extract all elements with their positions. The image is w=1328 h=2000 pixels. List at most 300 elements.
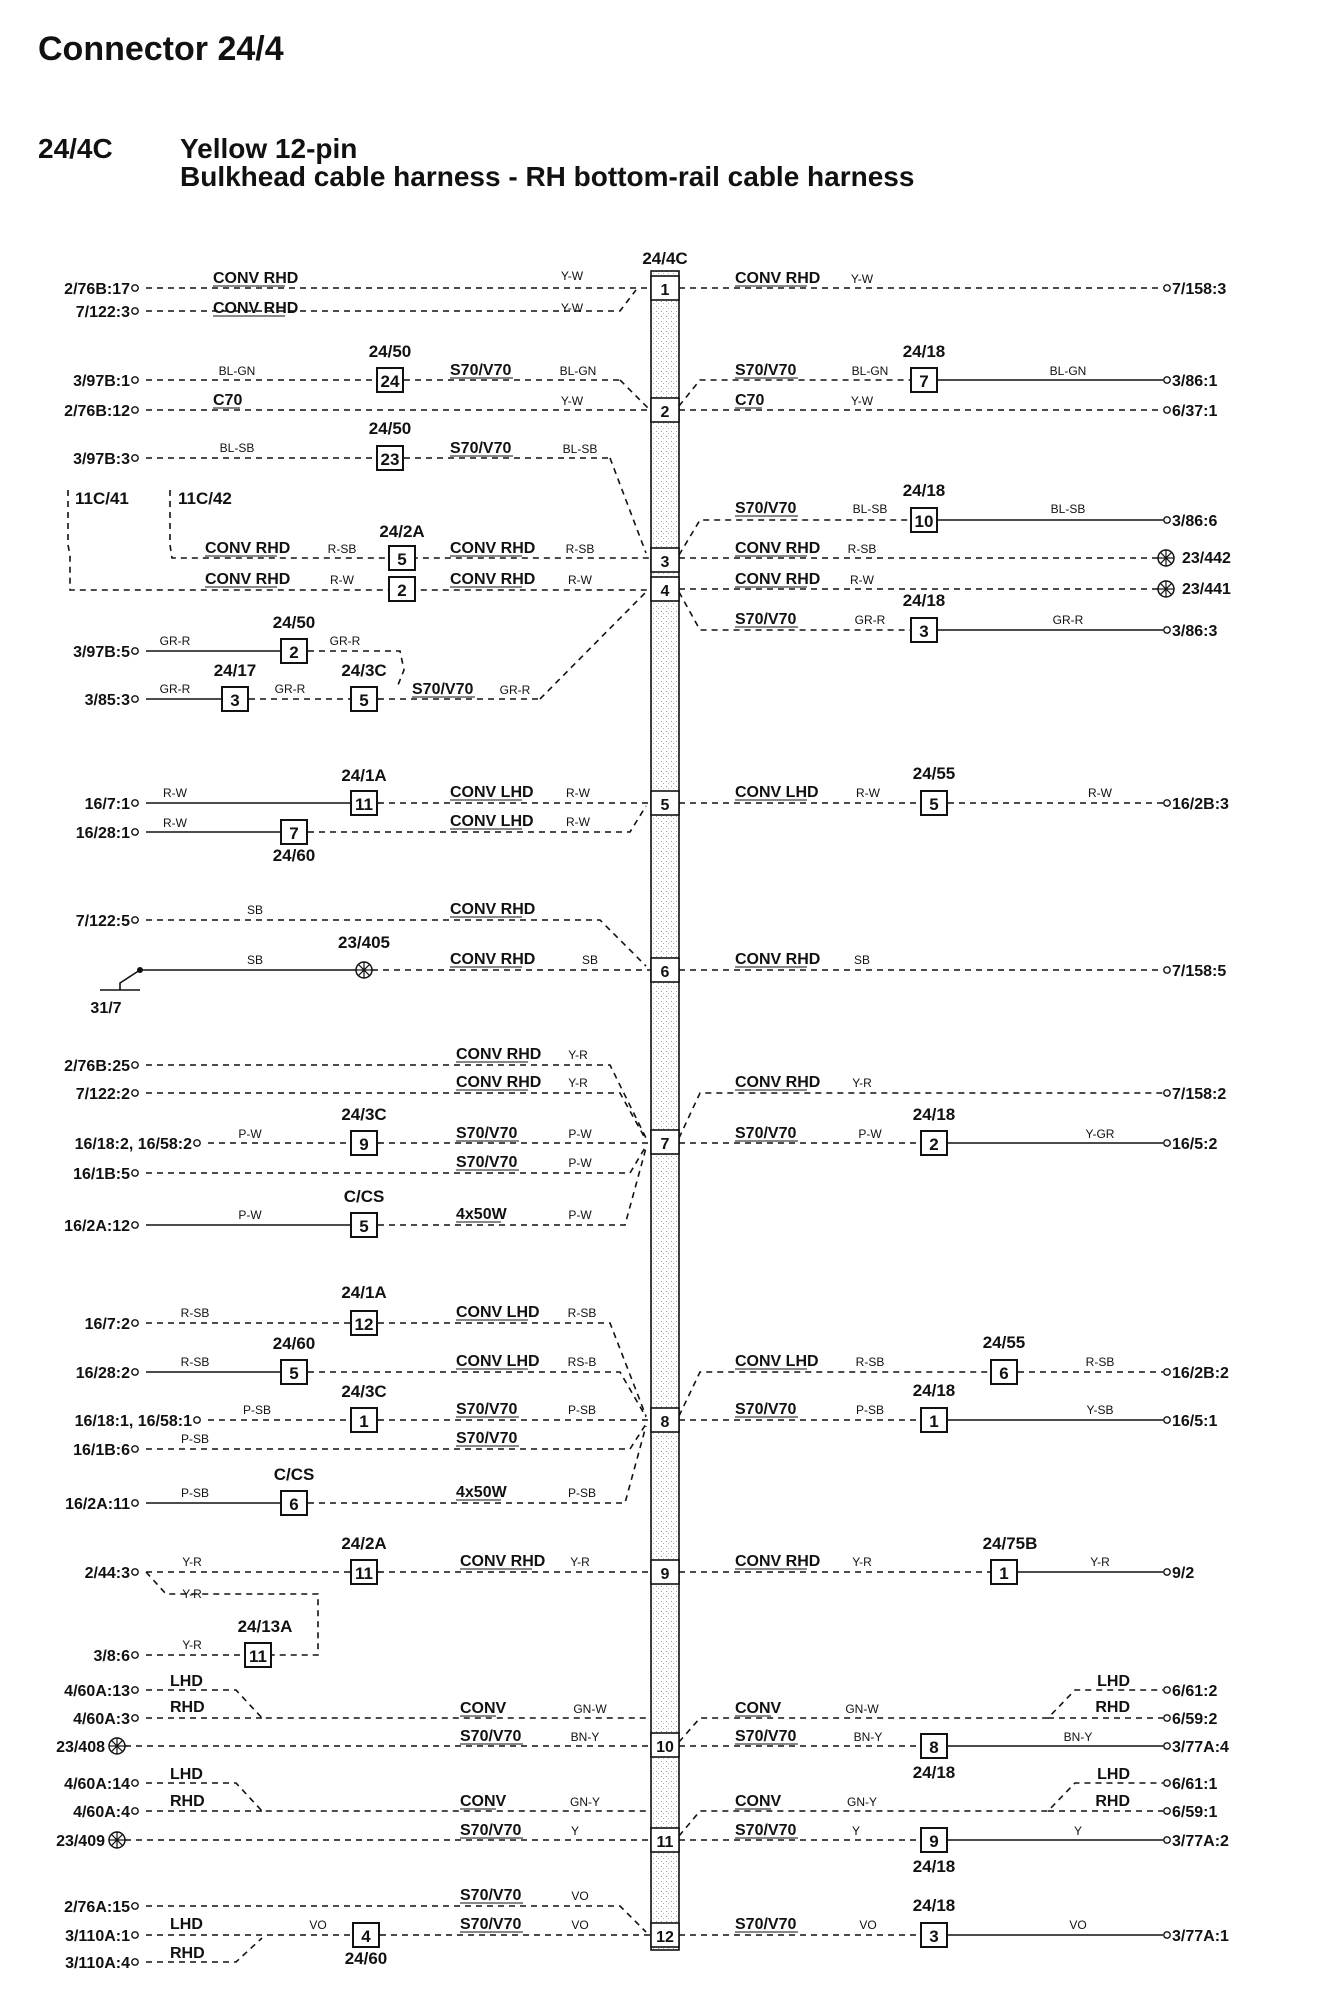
terminal-circle (132, 1687, 138, 1693)
terminal-label-left: 2/76B:25 (64, 1058, 130, 1075)
wire-color-label: Y-R (570, 1555, 590, 1569)
terminal-label-left: 16/1B:5 (73, 1166, 130, 1183)
terminal-label-right: 3/77A:2 (1172, 1833, 1229, 1850)
connector-pin-number: 1 (660, 282, 670, 299)
wire-color-label: R-SB (180, 1306, 210, 1320)
wire-color-label: P-SB (180, 1486, 210, 1500)
variant-label: S70/V70 (456, 1401, 518, 1418)
wire-color-label: Y-R (182, 1587, 202, 1601)
terminal-label-right: 6/37:1 (1172, 403, 1218, 420)
terminal-label-left: 4/60A:4 (73, 1804, 130, 1821)
variant-label: CONV RHD (450, 951, 536, 968)
connector-description: Yellow 12-pin (180, 133, 358, 164)
terminal-label-left: 7/122:3 (75, 304, 130, 321)
wire-color-label: GN-Y (847, 1795, 877, 1809)
connector-pin-number: 8 (660, 1414, 670, 1431)
wire (679, 380, 910, 406)
wire-color-label: Y-R (568, 1048, 588, 1062)
terminal-label-left: 3/97B:1 (73, 373, 130, 390)
variant-label: LHD (1097, 1766, 1130, 1783)
wire-color-label: Y-R (852, 1555, 872, 1569)
connector-code: 24/4C (38, 133, 113, 164)
connector-ref: 24/18 (902, 591, 946, 610)
terminal-label-right: 3/77A:1 (1172, 1928, 1229, 1945)
wire-color-label: BL-SB (852, 502, 888, 516)
terminal-circle (132, 1090, 138, 1096)
pin-box-number: 2 (397, 581, 407, 600)
terminal-circle (1164, 1932, 1170, 1938)
pin-box-number: 3 (230, 691, 240, 710)
variant-label: 4x50W (456, 1206, 507, 1223)
variant-label: CONV (735, 1700, 782, 1717)
variant-label: S70/V70 (456, 1430, 518, 1447)
variant-label: CONV RHD (450, 901, 536, 918)
pin-box-number: 11 (249, 1647, 267, 1666)
wire-color-label: BL-GN (559, 364, 597, 378)
variant-label: S70/V70 (456, 1125, 518, 1142)
wire-color-label: P-W (238, 1127, 262, 1141)
variant-label: LHD (170, 1916, 203, 1933)
connector-ref: 24/60 (272, 1334, 316, 1353)
wire-color-label: R-W (850, 573, 874, 587)
wire-color-label: R-SB (1085, 1355, 1115, 1369)
ground-dot (137, 967, 143, 973)
connector-ref: 23/405 (338, 933, 390, 952)
connector-ref: 24/17 (213, 661, 257, 680)
pin-box-number: 9 (359, 1135, 369, 1154)
terminal-circle (132, 648, 138, 654)
terminal-label-left: 23/408 (56, 1739, 105, 1756)
wire-color-label: Y (1073, 1824, 1083, 1838)
pin-box-number: 3 (919, 622, 929, 641)
connector-ref: 24/13A (237, 1617, 293, 1636)
connector-ref: 24/18 (902, 342, 946, 361)
terminal-circle (132, 1369, 138, 1375)
wire (146, 1572, 318, 1655)
wire (540, 592, 646, 699)
terminal-label-left: 16/2A:11 (65, 1496, 130, 1513)
pin-box-number: 5 (359, 1217, 369, 1236)
wire-color-label: P-SB (567, 1486, 597, 1500)
variant-label: CONV RHD (450, 571, 536, 588)
connector-ref: C/CS (273, 1465, 315, 1484)
terminal-circle (132, 1446, 138, 1452)
terminal-label-right: 16/5:2 (1172, 1136, 1218, 1153)
pin-box-number: 9 (929, 1832, 939, 1851)
wire-color-label: R-W (568, 573, 592, 587)
terminal-circle (132, 800, 138, 806)
wire-color-label: GR-R (329, 634, 361, 648)
terminal-label-left: 16/7:1 (84, 796, 130, 813)
wire-color-label: BL-GN (851, 364, 889, 378)
terminal-circle (132, 696, 138, 702)
terminal-label-right: 7/158:2 (1172, 1086, 1227, 1103)
variant-label: LHD (1097, 1673, 1130, 1690)
pin-box-number: 6 (999, 1364, 1009, 1383)
variant-label: CONV LHD (456, 1353, 540, 1370)
terminal-label-left: 3/97B:3 (73, 451, 130, 468)
variant-label: CONV LHD (450, 784, 534, 801)
wire-color-label: R-W (163, 816, 187, 830)
variant-label: S70/V70 (735, 1822, 797, 1839)
wire-color-label: VO (571, 1889, 589, 1903)
variant-label: RHD (1095, 1699, 1130, 1716)
pin-box-number: 12 (354, 1315, 374, 1334)
terminal-circle (1164, 1837, 1170, 1843)
terminal-circle (132, 407, 138, 413)
wire-color-label: SB (246, 953, 264, 967)
wire-color-label: Y-R (182, 1555, 202, 1569)
terminal-label-left: 16/28:2 (75, 1365, 130, 1382)
connector-ref: 24/1A (341, 1283, 387, 1302)
wire-color-label: R-SB (327, 542, 357, 556)
wire-color-label: GR-R (854, 613, 886, 627)
wire (68, 490, 651, 590)
wire-color-label: GN-W (573, 1702, 607, 1716)
pin-box-number: 5 (289, 1364, 299, 1383)
wire (146, 1424, 646, 1449)
harness-description: Bulkhead cable harness - RH bottom-rail cable harness (180, 161, 915, 192)
variant-label: S70/V70 (460, 1728, 522, 1745)
wire-color-label: R-W (163, 786, 187, 800)
terminal-circle (132, 1959, 138, 1965)
terminal-circle (132, 1932, 138, 1938)
terminal-circle (1164, 967, 1170, 973)
wire-color-label: Y (570, 1824, 580, 1838)
terminal-label-left: 2/44:3 (84, 1565, 130, 1582)
variant-label: CONV RHD (450, 540, 536, 557)
connector-pin-number: 10 (656, 1739, 674, 1756)
terminal-label-right: 16/5:1 (1172, 1413, 1218, 1430)
wire-color-label: Y-GR (1085, 1127, 1115, 1141)
variant-label: RHD (1095, 1793, 1130, 1810)
terminal-label-right: 3/86:6 (1172, 513, 1218, 530)
variant-label: RHD (170, 1945, 205, 1962)
wire-color-label: Y-R (568, 1076, 588, 1090)
wire-color-label: P-SB (855, 1403, 885, 1417)
terminal-circle (132, 308, 138, 314)
terminal-label-left: 16/7:2 (84, 1316, 130, 1333)
wire-color-label: P-W (568, 1156, 592, 1170)
terminal-circle (1164, 1417, 1170, 1423)
variant-label: LHD (170, 1673, 203, 1690)
terminal-circle (132, 455, 138, 461)
pin-box-number: 5 (929, 795, 939, 814)
variant-label: S70/V70 (735, 1916, 797, 1933)
terminal-circle (1164, 1743, 1170, 1749)
connector-ref: 24/75B (982, 1534, 1038, 1553)
terminal-circle (1164, 627, 1170, 633)
terminal-label-right: 16/2B:3 (1172, 796, 1229, 813)
wire-color-label: GR-R (1052, 613, 1084, 627)
terminal-circle (1164, 517, 1170, 523)
variant-label: CONV LHD (735, 1353, 819, 1370)
variant-label: CONV RHD (735, 951, 821, 968)
terminal-label-left: 4/60A:3 (73, 1711, 130, 1728)
wire-color-label: VO (1069, 1918, 1087, 1932)
connector-pin-number: 4 (660, 583, 670, 600)
connector-ref: 24/18 (912, 1857, 956, 1876)
wire-color-label: Y-W (560, 394, 584, 408)
terminal-label-right: 3/86:1 (1172, 373, 1218, 390)
connector-ref: 24/18 (902, 481, 946, 500)
terminal-label-left: 3/85:3 (84, 692, 130, 709)
variant-label: CONV RHD (205, 571, 291, 588)
pin-box-number: 3 (929, 1927, 939, 1946)
variant-label: RHD (170, 1793, 205, 1810)
connector-ref: 24/50 (368, 342, 412, 361)
terminal-label-left: 23/409 (56, 1833, 105, 1850)
variant-label: CONV RHD (213, 300, 299, 317)
connector-bar (651, 271, 679, 1950)
variant-label: S70/V70 (450, 362, 512, 379)
terminal-label-left: 16/1B:6 (73, 1442, 130, 1459)
variant-label: C70 (735, 392, 765, 409)
wire-color-label: R-W (566, 815, 590, 829)
terminal-circle (132, 1569, 138, 1575)
terminal-label-right: 6/61:1 (1172, 1776, 1218, 1793)
terminal-label-left: 2/76B:17 (64, 281, 130, 298)
terminal-label-right: 9/2 (1172, 1565, 1195, 1582)
wire-color-label: R-SB (565, 542, 595, 556)
wire-color-label: BL-GN (1049, 364, 1087, 378)
wire-color-label: BN-Y (1063, 1730, 1093, 1744)
terminal-label-left: 4/60A:14 (64, 1776, 130, 1793)
variant-label: CONV RHD (456, 1046, 542, 1063)
variant-label: 4x50W (456, 1484, 507, 1501)
connector-ref: 24/60 (272, 846, 316, 865)
terminal-label-left: 2/76A:15 (64, 1899, 130, 1916)
pin-box-number: 7 (919, 372, 929, 391)
connector-ref: 24/18 (912, 1105, 956, 1124)
wire-color-label: Y-R (852, 1076, 872, 1090)
pin-box-number: 4 (361, 1927, 371, 1946)
wire-color-label: R-W (330, 573, 354, 587)
variant-label: CONV RHD (735, 270, 821, 287)
connector-ref: 24/3C (341, 1105, 387, 1124)
terminal-label-left: 4/60A:13 (64, 1683, 130, 1700)
terminal-label-left: 3/8:6 (93, 1648, 130, 1665)
connector-pin-number: 7 (660, 1136, 670, 1153)
terminal-circle (1164, 1569, 1170, 1575)
terminal-circle (1164, 1715, 1170, 1721)
wire-color-label: BN-Y (570, 1730, 600, 1744)
variant-label: CONV LHD (735, 784, 819, 801)
connector-ref: 24/50 (272, 613, 316, 632)
terminal-label-left: 7/122:2 (75, 1086, 130, 1103)
terminal-label-right: 7/158:3 (1172, 281, 1227, 298)
variant-label: C70 (213, 392, 243, 409)
terminal-label-right: 6/61:2 (1172, 1683, 1218, 1700)
connector-ref: 24/3C (341, 1382, 387, 1401)
connector-ref: 24/2A (379, 522, 425, 541)
wire-color-label: R-W (856, 786, 880, 800)
terminal-circle (132, 1170, 138, 1176)
wire (146, 920, 646, 966)
variant-label: S70/V70 (735, 611, 797, 628)
connector-ref: C/CS (343, 1187, 385, 1206)
terminal-label-left: 16/28:1 (75, 825, 130, 842)
connector-ref: 24/55 (912, 764, 956, 783)
connector-ref: 11C/41 (75, 489, 129, 508)
pin-box-number: 6 (289, 1495, 299, 1514)
connector-pin-number: 3 (660, 554, 670, 571)
pin-box-number: 5 (359, 691, 369, 710)
wire-color-label: Y-R (182, 1638, 202, 1652)
terminal-label-left: 16/18:2, 16/58:2 (74, 1136, 192, 1153)
wire-color-label: Y-SB (1086, 1403, 1114, 1417)
wire-color-label: BL-SB (562, 442, 598, 456)
variant-label: S70/V70 (735, 1401, 797, 1418)
pin-box-number: 2 (289, 643, 299, 662)
wire-color-label: P-W (858, 1127, 882, 1141)
variant-label: CONV RHD (456, 1074, 542, 1091)
wire-color-label: SB (581, 953, 599, 967)
wire-color-label: BL-SB (219, 441, 255, 455)
variant-label: CONV RHD (735, 1074, 821, 1091)
pin-box-number: 8 (929, 1738, 939, 1757)
terminal-label-left: 2/76B:12 (64, 403, 130, 420)
terminal-label-right: 3/86:3 (1172, 623, 1218, 640)
pin-box-number: 2 (929, 1135, 939, 1154)
variant-label: CONV LHD (456, 1304, 540, 1321)
connector-pin-number: 11 (656, 1834, 674, 1851)
wire-color-label: SB (246, 903, 264, 917)
terminal-circle (1164, 1780, 1170, 1786)
variant-label: S70/V70 (460, 1916, 522, 1933)
wire-color-label: R-SB (847, 542, 877, 556)
pin-box-number: 11 (355, 795, 373, 814)
terminal-circle (1164, 1090, 1170, 1096)
wire-color-label: GR-R (159, 682, 191, 696)
variant-label: S70/V70 (735, 1125, 797, 1142)
terminal-circle (1164, 800, 1170, 806)
connector-pin-number: 2 (660, 404, 670, 421)
page-title: Connector 24/4 (38, 30, 284, 68)
wire-color-label: GN-W (845, 1702, 879, 1716)
terminal-circle (132, 1715, 138, 1721)
connector-ref: 24/55 (982, 1333, 1026, 1352)
connector-ref: 24/50 (368, 419, 412, 438)
connector-ref: 11C/42 (178, 489, 232, 508)
variant-label: S70/V70 (460, 1822, 522, 1839)
terminal-label-left: 3/110A:1 (65, 1928, 130, 1945)
connector-ref: 24/1A (341, 766, 387, 785)
variant-label: LHD (170, 1766, 203, 1783)
variant-label: S70/V70 (456, 1154, 518, 1171)
terminal-label-left: 31/7 (90, 1000, 122, 1017)
pin-box-number: 1 (929, 1412, 939, 1431)
wire-color-label: P-W (238, 1208, 262, 1222)
wire-color-label: Y-W (560, 301, 584, 315)
pin-box-number: 1 (999, 1564, 1009, 1583)
connector-pin-number: 9 (660, 1566, 670, 1583)
terminal-label-left: 3/110A:4 (65, 1955, 130, 1972)
terminal-label-left: 16/2A:12 (64, 1218, 130, 1235)
terminal-label-right: 23/442 (1182, 550, 1231, 567)
terminal-label-right: 6/59:2 (1172, 1711, 1218, 1728)
variant-label: S70/V70 (735, 500, 797, 517)
wire-color-label: P-W (568, 1127, 592, 1141)
wire-color-label: RS-B (567, 1355, 597, 1369)
pin-box-number: 7 (289, 824, 299, 843)
terminal-circle (132, 1903, 138, 1909)
terminal-circle (1164, 407, 1170, 413)
wire-color-label: VO (859, 1918, 877, 1932)
terminal-circle (1164, 1808, 1170, 1814)
wire-color-label: R-W (1088, 786, 1112, 800)
wire-color-label: GR-R (499, 683, 531, 697)
variant-label: CONV RHD (735, 1553, 821, 1570)
connector-ref: 24/4C (642, 249, 688, 268)
terminal-circle (132, 1780, 138, 1786)
wire-color-label: R-SB (567, 1306, 597, 1320)
terminal-circle (132, 285, 138, 291)
connector-ref: 24/18 (912, 1896, 956, 1915)
pin-box-number: 24 (380, 372, 400, 391)
wire-color-label: P-SB (242, 1403, 272, 1417)
terminal-circle (132, 917, 138, 923)
terminal-circle (132, 377, 138, 383)
terminal-circle (1164, 1369, 1170, 1375)
wire-color-label: BN-Y (853, 1730, 883, 1744)
wire (620, 380, 648, 408)
wire-color-label: Y-W (560, 269, 584, 283)
wire-color-label: VO (309, 1918, 327, 1932)
terminal-circle (194, 1417, 200, 1423)
wire-color-label: Y-W (850, 272, 874, 286)
variant-label: CONV LHD (450, 813, 534, 830)
pin-box-number: 11 (355, 1564, 373, 1583)
terminal-circle (132, 1808, 138, 1814)
wire-color-label: GR-R (159, 634, 191, 648)
terminal-circle (132, 1320, 138, 1326)
pin-box-number: 10 (914, 512, 934, 531)
variant-label: RHD (170, 1699, 205, 1716)
terminal-circle (1164, 1687, 1170, 1693)
wire-color-label: BL-SB (1050, 502, 1086, 516)
variant-label: S70/V70 (735, 362, 797, 379)
variant-label: CONV RHD (460, 1553, 546, 1570)
variant-label: S70/V70 (450, 440, 512, 457)
wire-color-label: Y-W (850, 394, 874, 408)
wire-color-label: GR-R (274, 682, 306, 696)
wire (120, 970, 140, 990)
terminal-circle (132, 829, 138, 835)
terminal-circle (194, 1140, 200, 1146)
wire (610, 458, 646, 553)
pin-box-number: 5 (397, 550, 407, 569)
wire-color-label: GN-Y (570, 1795, 600, 1809)
terminal-circle (132, 1222, 138, 1228)
wire-color-label: BL-GN (218, 364, 256, 378)
connector-pin-number: 5 (660, 797, 670, 814)
pin-box-number: 1 (359, 1412, 369, 1431)
connector-pin-number: 12 (656, 1929, 674, 1946)
terminal-label-right: 7/158:5 (1172, 963, 1227, 980)
terminal-label-left: 3/97B:5 (73, 644, 130, 661)
pin-box-number: 23 (380, 450, 400, 469)
terminal-circle (132, 1062, 138, 1068)
terminal-label-right: 6/59:1 (1172, 1804, 1218, 1821)
connector-ref: 24/18 (912, 1381, 956, 1400)
connector-ref: 24/3C (341, 661, 387, 680)
wire-color-label: P-W (568, 1208, 592, 1222)
variant-label: CONV RHD (205, 540, 291, 557)
wire-color-label: Y-R (1090, 1555, 1110, 1569)
connector-ref: 24/18 (912, 1763, 956, 1782)
terminal-circle (1164, 1140, 1170, 1146)
